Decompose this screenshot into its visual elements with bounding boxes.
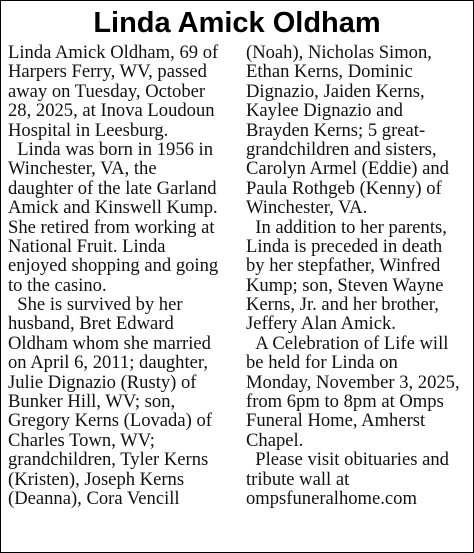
text-line: be held for Linda on <box>246 352 398 374</box>
text-line: daughter of the late Garland <box>8 177 217 199</box>
text-line: She is survived by her <box>8 294 183 316</box>
text-line: enjoyed shopping and going <box>8 255 219 277</box>
text-line: Bunker Hill, WV; son, <box>8 391 176 413</box>
text-line: ompsfuneralhome.com <box>246 487 417 509</box>
text-line: Paula Rothgeb (Kenny) of <box>246 177 442 199</box>
text-line: Linda Amick Oldham, 69 of <box>8 42 219 63</box>
text-line: Gregory Kerns (Lovada) of <box>8 410 212 432</box>
text-line: Jeffery Alan Amick. <box>246 313 396 335</box>
text-line: Funeral Home, Amherst <box>246 410 426 432</box>
text-line: Monday, November 3, 2025, <box>246 371 460 393</box>
text-line: husband, Bret Edward <box>8 313 174 335</box>
text-line: Kump; son, Steven Wayne <box>246 274 444 296</box>
text-line: In addition to her parents, <box>246 216 447 238</box>
text-line: She retired from working at <box>8 216 215 238</box>
text-line: Winchester, VA, the <box>8 158 157 180</box>
text-line: Linda is preceded in death <box>246 235 443 257</box>
text-line: Kerns, Jr. and her brother, <box>246 294 439 316</box>
right-column <box>246 43 468 508</box>
obituary-title: Linda Amick Oldham <box>93 7 381 39</box>
text-line: 28, 2025, at Inova Loudoun <box>8 100 215 122</box>
text-line: Charles Town, WV; <box>8 429 155 451</box>
text-line: Amick and Kinswell Kump. <box>8 197 218 219</box>
text-line: (Noah), Nicholas Simon, <box>246 42 432 63</box>
text-line: by her stepfather, Winfred <box>246 255 441 277</box>
text-line: A Celebration of Life will <box>246 332 449 354</box>
left-column <box>8 43 240 508</box>
text-line: grandchildren, Tyler Kerns <box>8 449 209 471</box>
text-line: Julie Dignazio (Rusty) of <box>8 371 197 393</box>
text-line: Winchester, VA. <box>246 197 368 219</box>
text-line: away on Tuesday, October <box>8 80 206 102</box>
text-line: to the casino. <box>8 274 107 296</box>
text-line: Kaylee Dignazio and <box>246 100 403 122</box>
text-line: (Deanna), Cora Vencill <box>8 487 180 509</box>
text-line: Dignazio, Jaiden Kerns, <box>246 80 425 102</box>
text-line: Ethan Kerns, Dominic <box>246 61 413 83</box>
text-line: (Kristen), Joseph Kerns <box>8 468 185 490</box>
text-line: Please visit obituaries and <box>246 449 449 471</box>
text-line: Brayden Kerns; 5 great- <box>246 119 426 141</box>
text-line: from 6pm to 8pm at Omps <box>246 391 444 413</box>
text-line: Harpers Ferry, WV, passed <box>8 61 207 83</box>
text-line: Hospital in Leesburg. <box>8 119 169 141</box>
text-line: National Fruit. Linda <box>8 235 166 257</box>
text-line: grandchildren and sisters, <box>246 138 437 160</box>
text-line: on April 6, 2011; daughter, <box>8 352 208 374</box>
text-line: Carolyn Armel (Eddie) and <box>246 158 449 180</box>
text-line: tribute wall at <box>246 468 350 490</box>
text-line: Chapel. <box>246 429 304 451</box>
text-line: Linda was born in 1956 in <box>8 138 214 160</box>
text-line: Oldham whom she married <box>8 332 211 354</box>
